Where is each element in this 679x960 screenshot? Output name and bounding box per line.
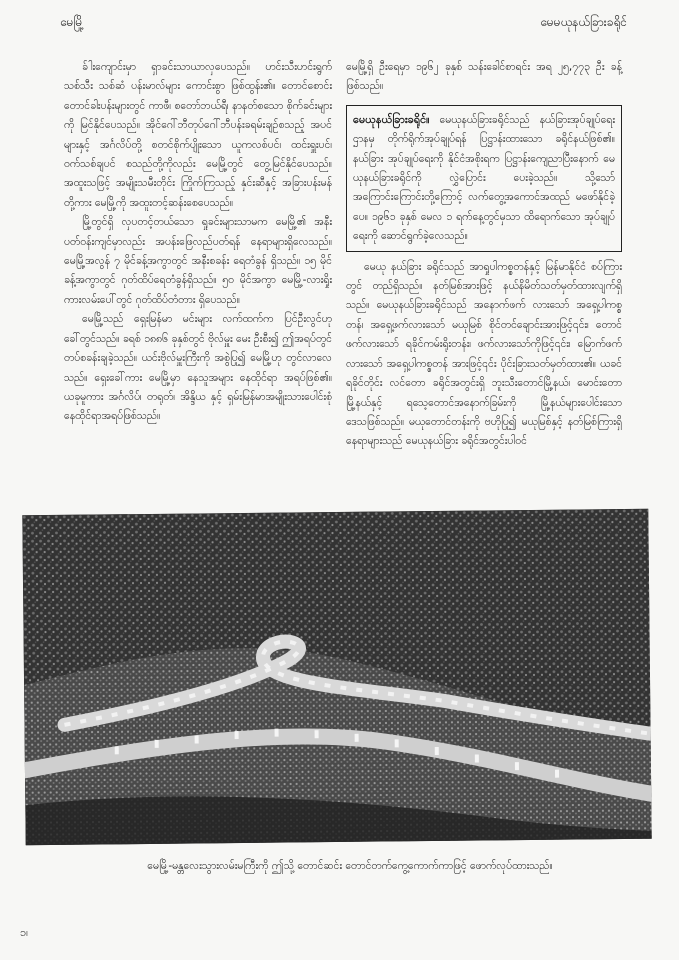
running-header-right: မေမယုနယ်ခြားခရိုင်: [540, 15, 627, 29]
left-column: [64, 58, 332, 427]
left-paragraph-3: မေမြို့သည် ရှေးမြန်မာ မင်းများ လက်ထက်က ပြင်ဦးလွင်ဟု ခေါ်တွင်သည်။ ခရစ် ၁၈၈၆ ခုနှစ်တွင် ဗိုလ်မှူး မေး ဦးစီး၍ ဤအရပ်တွင် တပ်စခန်းချခဲ့သည်။ ယင်းဗိုလ်မှူးကြီးကို အစွဲပြု၍ မေမြို့ဟု တွင်လာလေသည်။ ရှေးခေါ်ကား မေမြို့မှာ နေသူအများ နေထိုင်ရာ အရပ်ဖြစ်၏။ ယခုမူကား အင်္ဂလိပ်၊ တရုတ်၊ အိန္ဒိယ နှင့် ရှမ်းမြန်မာအမျိုးသားပေါင်းစုံ နေထိုင်ရာအရပ်ဖြစ်သည်။: [64, 313, 332, 423]
photo-caption: မေမြို့-မန္တလေးသွားလမ်းမကြီးကို ဤသို့ တောင်ဆင်း တောင်တက်ကွေ့ကောက်ကာဖြင့် ဖောက်လုပ်ထားသည်။: [147, 860, 553, 872]
section-box: [346, 105, 622, 252]
right-intro-paragraph: မေမြို့ရှိ ဦးရေမှာ ၁၉၆၂ ခုနှစ် သန်းခေါင်စာရင်း အရ ၂၅,၇၇၃ ဦး ခန့်ဖြစ်သည်။: [346, 61, 622, 93]
road-photo: [22, 509, 651, 846]
right-paragraph-1: မေယု နယ်ခြား ခရိုင်သည် အာရှုပါကစ္စတန်နှင့် မြန်မာနိုင်ငံ စပ်ကြားတွင် တည်ရှိသည်။ နတ်မြစ်အားဖြင့် နယ်နိမိတ်သတ်မှတ်ထားလျက်ရှိသည်။ မေယုနယ်ခြားခရိုင်သည် အနောက်ဖက် လားသော် အရှေ့ပါကစ္စတန်၊ အရှေ့ဖက်လားသော် မယုမြစ် စိုင်တင်ချောင်းအားဖြင့်၎င်း၊ တောင်ဖက်လားသော် ရခိုင်ကမ်းရိုးတန်း၊ ဖက်လားသော်ကိုဖြင့်၎င်း၊ မြောက်ဖက်လားသော် အရှေ့ပါကစ္စတန် အားဖြင့်၎င်း ပိုင်းခြားသတ်မှတ်ထား၏။ ယခင်ရခိုင်တိုင်း လင်တော ခရိုင်အတွင်းရှိ ဘူးသီးတောင်မြို့နယ်၊ မောင်းတောမြို့နယ်နှင့် ရသေ့တောင်အနောက်ခြမ်းကို မြို့နယ်များပေါင်းသော ဒေသဖြစ်သည်။ မယုတောင်တန်းကို ဗဟိုပြု၍ မယုမြစ်နှင့် နတ်မြစ်ကြားရှိနေရာများသည် မေယုနယ်ခြား ခရိုင်အတွင်းပါဝင်: [346, 260, 622, 448]
left-paragraph-1: ခ်ါးကျောင်းမှာ ရှာခင်းသာယာလှပေသည်။ ဟင်းသီးဟင်းရွက်သစ်သီး သစ်ဆံ ပန်းမာလ်များ ကောင်းစွာ ဖြစ်ထွန်း၏။ တောင်စောင်း တောင်ခါးပန်းများတွင် ကာဖီ၊ စတော်ဘယ်ရီ၊ နာနတ်စသော စိုက်ခင်းများကို မြင်နိုင်ပေသည်။ အိုင်ဂေါ်ဘီတုပ်ဂေါ်ဘီပန်းခရမ်းချဉ်စသည့် အပင်များနှင့် အင်္ဂလိပ်တို့ စတင်စိုက်ပျိုးသော ယူကလစ်ပင်၊ ထင်းရှူးပင်၊ ဝက်သစ်ချပင် စသည်တို့ကိုလည်း မေမြို့တွင် တွေ့မြင်နိုင်ပေသည်။ အထူးသဖြင့် အမျိုးသမီးတိုင်း ကြိုက်ကြသည့် နှင်းဆီနှင့် အခြားပန်းမန်တို့ကား မေမြို့ကို အထူးတင့်ဆန်းစေပေသည်။: [64, 61, 332, 209]
photo-landscape-icon: [22, 509, 651, 846]
running-header-left: မေမြို့: [60, 15, 85, 29]
right-column: [346, 58, 622, 452]
left-paragraph-2: မြို့တွင်ရှိ လှပတင့်တယ်သော ရှုခင်းများသာမက မေမြို့၏ အနီးပတ်ဝန်းကျင်မှာလည်း အပန်းဖြေလည်ပတ်ရန် နေရာများရှိလေသည်။ မေမြို့အလွန် ၇ မိုင်ခန့်အကွာတွင် အနီးစခန်း ရေတံခွန် ရှိသည်။ ၁၅ မိုင်ခန့်အကွာတွင် ဂုတ်ထိပ်ရေတံခွန်ရှိသည်။ ၅၀ မိုင်အကွာ မေမြို့-လားရှိုးကားလမ်းပေါ်တွင် ဂုတ်ထိပ်တံတား ရှိပေသည်။: [64, 216, 332, 306]
section-title: မေယုနယ်ခြားခရိုင်။: [353, 112, 430, 126]
section-lead: မေယုနယ်ခြားခရိုင်သည် နယ်ခြားအုပ်ချုပ်ရေးဌာနမှ တိုက်ရိုက်အုပ်ချုပ်ရန် ပြဋ္ဌာန်းထားသော ခရိုင်နယ်ဖြစ်၏။ နယ်ခြား အုပ်ချုပ်ရေးကို နိုင်ငံအစိုးရက ပြဋ္ဌာန်းကျေညာပြီးနောက် မေယုနယ်ခြားခရိုင်ကို လွှဲပြောင်း ပေးခဲ့သည်။ သို့သော် အကြောင်းကြောင်းတို့ကြောင့် လက်တွေ့အကောင်အထည် မဖော်နိုင်ခဲ့ပေ။ ၁၉၆၁ ခုနှစ် မေလ ၁ ရက်နေ့တွင်မှသာ ထိရောက်သော အုပ်ချုပ်ရေးကို ဆောင်ရွက်ခဲ့လေသည်။: [353, 113, 615, 243]
page-number: ၁၊: [20, 926, 28, 939]
